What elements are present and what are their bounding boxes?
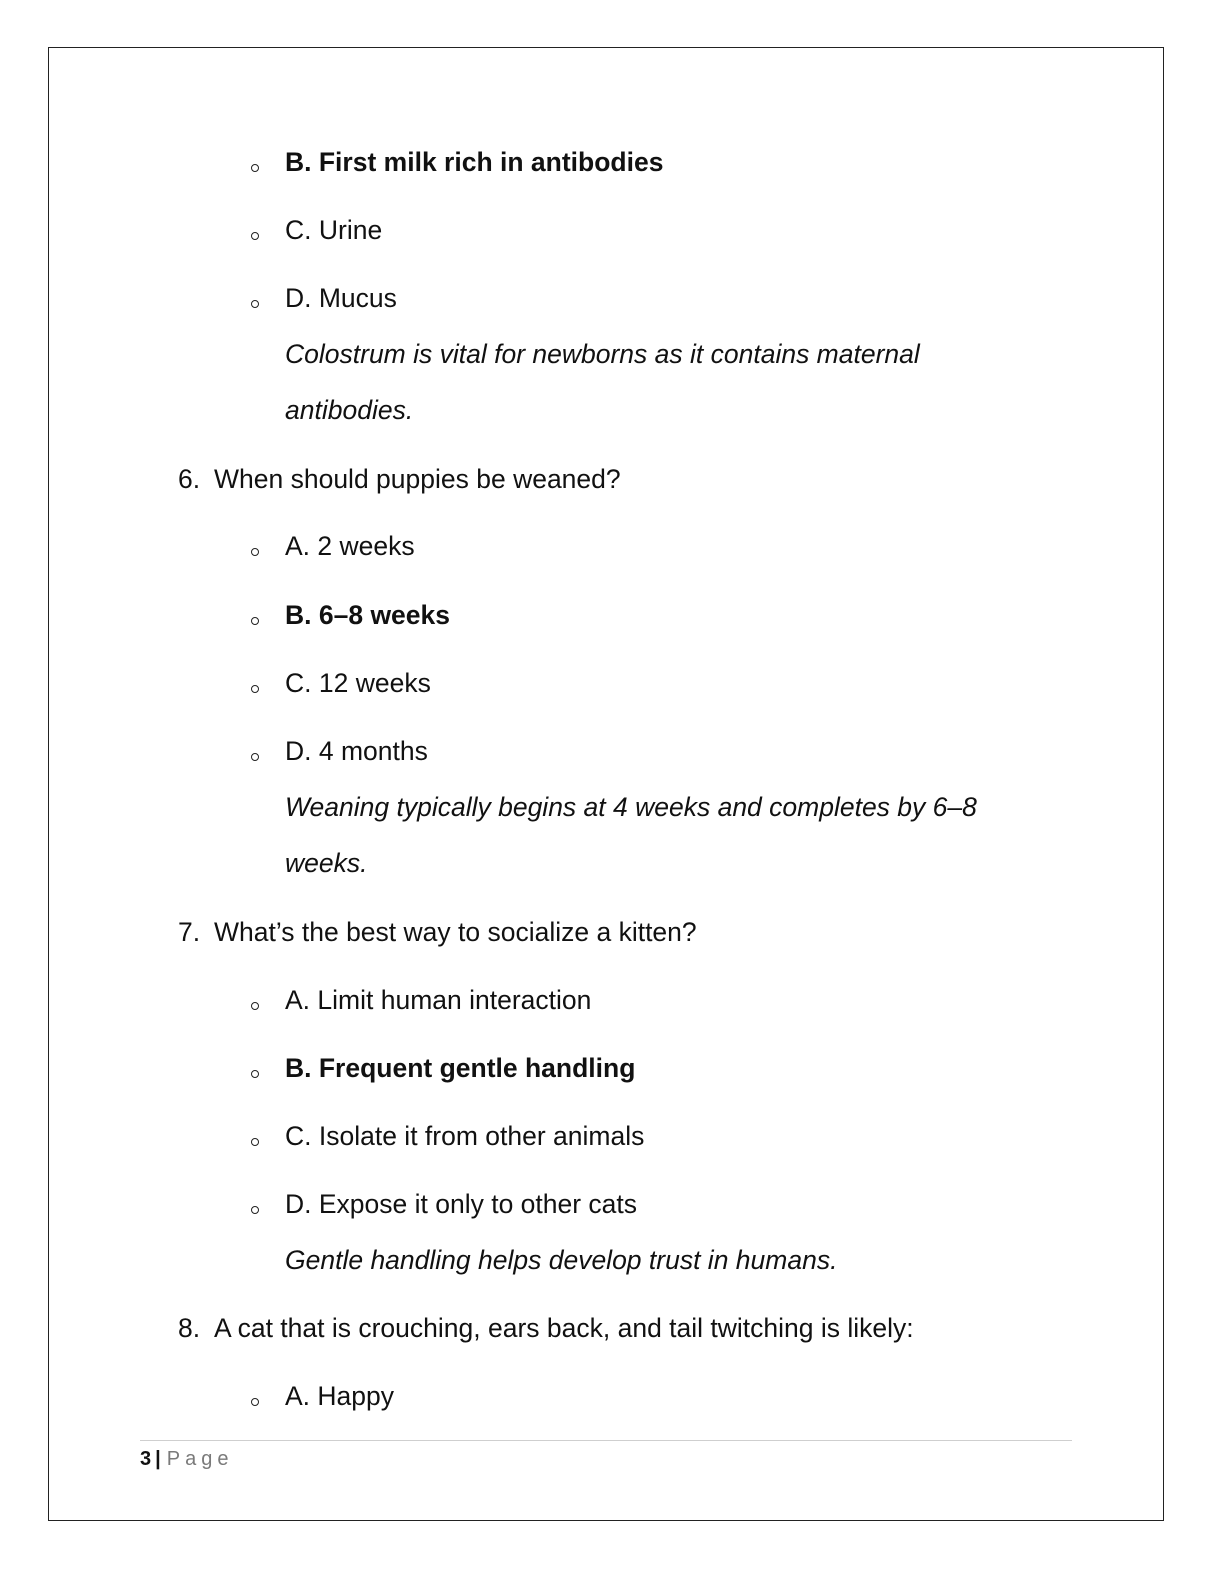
q7-option-c: C. Isolate it from other animals	[285, 1121, 645, 1151]
q8-number: 8.	[178, 1313, 201, 1343]
q6-explanation-line1: Weaning typically begins at 4 weeks and completes by 6–8	[285, 792, 977, 822]
page-number: 3	[140, 1448, 152, 1470]
q5-option-d: D. Mucus	[285, 283, 397, 313]
page-footer	[140, 1447, 233, 1471]
bullet-icon	[251, 164, 259, 172]
q8-question: A cat that is crouching, ears back, and tail twitching is likely:	[214, 1313, 914, 1343]
q6-option-a: A. 2 weeks	[285, 531, 415, 561]
bullet-icon	[251, 1002, 259, 1010]
page-label: Page	[166, 1448, 234, 1470]
bullet-icon	[251, 1070, 259, 1078]
bullet-icon	[251, 1398, 259, 1406]
q6-number: 6.	[178, 464, 201, 494]
bullet-icon	[251, 300, 259, 308]
q6-explanation-line2: weeks.	[285, 848, 368, 878]
q5-option-c: C. Urine	[285, 215, 383, 245]
footer-separator: |	[155, 1448, 161, 1470]
q5-option-b: B. First milk rich in antibodies	[285, 147, 664, 177]
q8-option-a: A. Happy	[285, 1381, 395, 1411]
q7-explanation-line1: Gentle handling helps develop trust in humans.	[285, 1245, 838, 1275]
q6-option-b: B. 6–8 weeks	[285, 600, 451, 630]
q6-question: When should puppies be weaned?	[214, 464, 621, 494]
bullet-icon	[251, 548, 259, 556]
q5-explanation-line1: Colostrum is vital for newborns as it contains maternal	[285, 339, 920, 369]
q5-explanation-line2: antibodies.	[285, 395, 414, 425]
page-border	[48, 47, 1164, 1521]
bullet-icon	[251, 1138, 259, 1146]
q6-option-c: C. 12 weeks	[285, 668, 431, 698]
q7-option-d: D. Expose it only to other cats	[285, 1189, 638, 1219]
footer-divider	[140, 1440, 1072, 1441]
q7-option-a: A. Limit human interaction	[285, 985, 592, 1015]
bullet-icon	[251, 232, 259, 240]
bullet-icon	[251, 617, 259, 625]
q7-question: What’s the best way to socialize a kitten?	[214, 917, 697, 947]
bullet-icon	[251, 753, 259, 761]
q7-option-b: B. Frequent gentle handling	[285, 1053, 636, 1083]
q6-option-d: D. 4 months	[285, 736, 428, 766]
bullet-icon	[251, 1206, 259, 1214]
bullet-icon	[251, 685, 259, 693]
q7-number: 7.	[178, 917, 201, 947]
